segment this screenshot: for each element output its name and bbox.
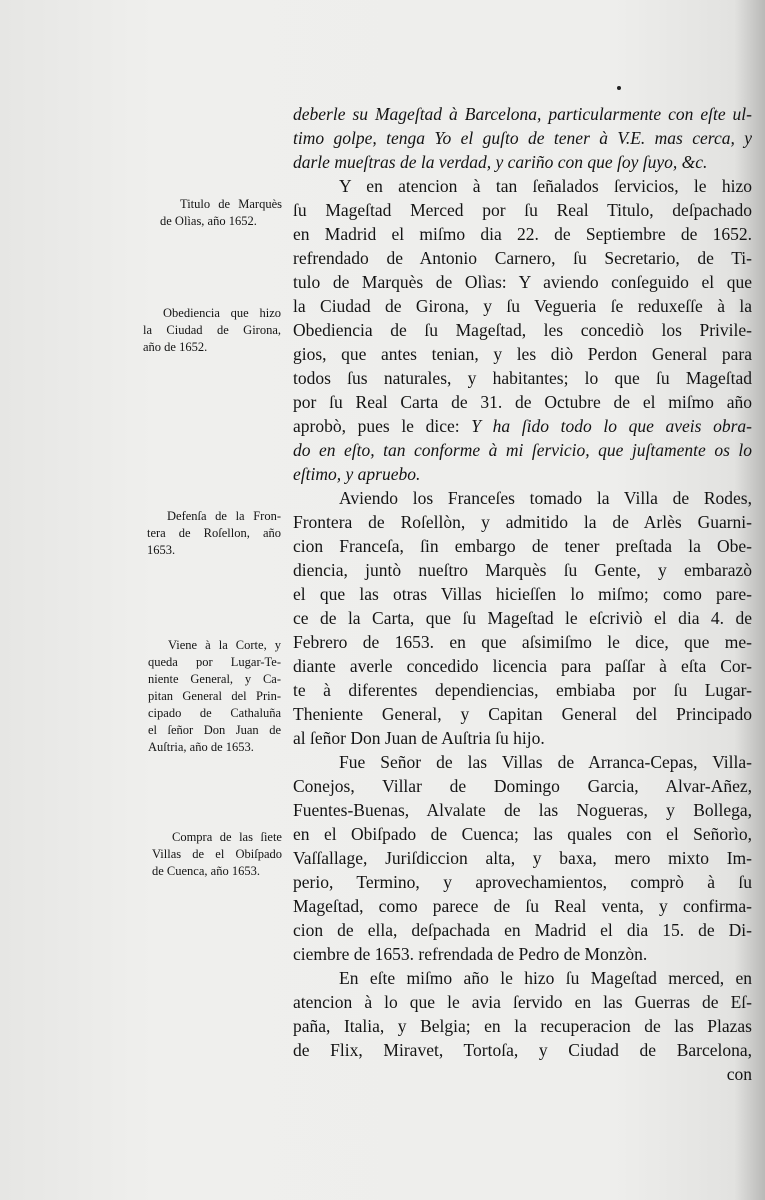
text-line: [293, 678, 752, 702]
text-line: [293, 702, 752, 726]
text-line: [293, 630, 752, 654]
roman-text: la Ciudad de Girona, y ſu Vegueria ſe reduxeſſe à la: [293, 296, 752, 316]
text-line: [293, 558, 752, 582]
margin-note-line: cipado de Cathaluña: [148, 706, 281, 720]
text-line: [293, 222, 752, 246]
roman-text: ciembre de 1653. refrendada de Pedro de Monzòn.: [293, 944, 648, 964]
margin-note-line: Defenſa de la Fron-: [167, 509, 281, 523]
roman-text: Obediencia de ſu Mageſtad, les concediò los Privile-: [293, 320, 752, 340]
main-text-column: [293, 102, 752, 1086]
roman-text: Fuentes-Buenas, Alvalate de las Nogueras, y Bollega,: [293, 800, 752, 820]
margin-note-line: Obediencia que hizo: [163, 306, 281, 320]
roman-text: Conejos, Villar de Domingo Garcia, Alvar-Añez,: [293, 776, 752, 796]
roman-text: ſu Mageſtad Merced por ſu Real Titulo, deſpachado: [293, 200, 752, 220]
margin-note-line: la Ciudad de Girona,: [143, 323, 281, 337]
text-line: [293, 462, 752, 486]
text-line: [293, 174, 752, 198]
roman-text: Febrero de 1653. en que aſsimiſmo le dice, que me-: [293, 632, 752, 652]
roman-text: de Flix, Miravet, Tortoſa, y Ciudad de Barcelona,: [293, 1040, 752, 1060]
roman-text: Y en atencion à tan ſeñalados ſervicios, le hizo: [339, 176, 752, 196]
roman-text: el que las otras Villas hicieſſen lo miſmo; como pare-: [293, 584, 752, 604]
text-line: [293, 798, 752, 822]
roman-text: todos ſus naturales, y habitantes; lo que ſu Mageſtad: [293, 368, 752, 388]
text-line: [293, 1038, 752, 1062]
italic-quote-text: darle mueſtras de la verdad, y cariño con que ſoy ſuyo, &c.: [293, 152, 708, 172]
text-line: [293, 414, 752, 438]
roman-text: refrendado de Antonio Carnero, ſu Secretario, de Ti-: [293, 248, 752, 268]
roman-text: Theniente General, y Capitan General del Principado: [293, 704, 752, 724]
roman-text: diencia, juntò nueſtro Marquès ſu Gente, y embarazò: [293, 560, 752, 580]
text-line: [293, 534, 752, 558]
text-line: [293, 918, 752, 942]
text-line: [293, 870, 752, 894]
roman-text: ce de la Carta, que ſu Mageſtad le eſcriviò el dia 4. de: [293, 608, 752, 628]
text-line: [293, 726, 752, 750]
roman-text: en el Obiſpado de Cuenca; las quales con el Señorìo,: [293, 824, 752, 844]
margin-note-line: queda por Lugar-Te-: [148, 655, 281, 669]
roman-text: al ſeñor Don Juan de Auſtria ſu hijo.: [293, 728, 545, 748]
margin-note-obediencia-girona: [143, 305, 281, 356]
text-line: [293, 822, 752, 846]
text-line: [293, 846, 752, 870]
roman-text: Frontera de Roſellòn, y admitido la de Arlès Guarni-: [293, 512, 752, 532]
margin-note-line: Auſtria, año de 1653.: [148, 740, 254, 754]
text-line: [293, 582, 752, 606]
margin-note-line: pitan General del Prin-: [148, 689, 281, 703]
roman-text: En eſte miſmo año le hizo ſu Mageſtad merced, en: [339, 968, 752, 988]
italic-quote-text: deberle su Mageſtad à Barcelona, particularmente con eſte ul-: [293, 104, 752, 124]
roman-text: con: [726, 1064, 752, 1084]
roman-text: Vaſſallage, Juriſdiccion alta, y baxa, mero mixto Im-: [293, 848, 752, 868]
text-line: [293, 366, 752, 390]
margin-note-line: de Cuenca, año 1653.: [152, 864, 260, 878]
margin-note-line: 1653.: [147, 543, 176, 557]
roman-text: paña, Italia, y Belgia; en la recuperacion de las Plazas: [293, 1016, 752, 1036]
text-line: [293, 270, 752, 294]
margin-note-line: Compra de las ſiete: [172, 830, 282, 844]
text-line: [293, 1014, 752, 1038]
text-line: [293, 126, 752, 150]
text-line: [293, 198, 752, 222]
roman-text: en Madrid el miſmo dia 22. de Septiembre de 1652.: [293, 224, 752, 244]
roman-text: Fue Señor de las Villas de Arranca-Cepas, Villa-: [339, 752, 752, 772]
margin-note-viene-corte: [148, 637, 281, 756]
margin-note-line: tera de Roſellon, año: [147, 526, 281, 540]
margin-note-line: año de 1652.: [143, 340, 208, 354]
margin-note-title-marques: [160, 196, 282, 230]
text-line: [293, 894, 752, 918]
roman-text: tulo de Marquès de Olìas: Y aviendo conſeguido el que: [293, 272, 752, 292]
roman-text: Aviendo los Franceſes tomado la Villa de Rodes,: [339, 488, 752, 508]
text-line: [293, 246, 752, 270]
text-line: [293, 342, 752, 366]
text-line: [293, 654, 752, 678]
italic-quote-text: eſtimo, y apruebo.: [293, 464, 421, 484]
roman-text: cion de ella, deſpachada en Madrid el dia 15. de Di-: [293, 920, 752, 940]
text-line: [293, 1062, 752, 1086]
text-line: [293, 102, 752, 126]
text-line: [293, 486, 752, 510]
text-line: [293, 606, 752, 630]
roman-text: diante averle concedido licencia para paſſar à eſta Cor-: [293, 656, 752, 676]
text-line: [293, 510, 752, 534]
margin-note-line: niente General, y Ca-: [148, 672, 281, 686]
text-line: [293, 774, 752, 798]
text-line: [293, 318, 752, 342]
roman-text: Mageſtad, como parece de ſu Real venta, y confirma-: [293, 896, 752, 916]
margin-note-line: Titulo de Marquès: [180, 197, 282, 211]
text-line: [293, 990, 752, 1014]
text-line: [293, 150, 752, 174]
margin-note-line: de Olìas, año 1652.: [160, 214, 257, 228]
text-line: [293, 942, 752, 966]
italic-quote-text: timo golpe, tenga Yo el guſto de tener à V.E. mas cerca, y: [293, 128, 752, 148]
text-line: [293, 966, 752, 990]
text-line: [293, 390, 752, 414]
printer-mark: [617, 86, 621, 90]
margin-note-defensa-frontera: [147, 508, 281, 559]
margin-note-line: Viene à la Corte, y: [168, 638, 281, 652]
margin-note-line: el ſeñor Don Juan de: [148, 723, 281, 737]
italic-quote-text: do en eſto, tan conforme à mi ſervicio, que juſtamente os lo: [293, 440, 752, 460]
text-line: [293, 294, 752, 318]
roman-text: aprobò, pues le dice:: [293, 416, 472, 436]
roman-text: atencion à lo que le avia ſervido en las Guerras de Eſ-: [293, 992, 752, 1012]
italic-quote-text: Y ha ſido todo lo que aveis obra-: [471, 416, 753, 436]
margin-note-line: Villas de el Obiſpado: [152, 847, 282, 861]
roman-text: cion Franceſa, ſin embargo de tener preſtada la Obe-: [293, 536, 752, 556]
roman-text: por ſu Real Carta de 31. de Octubre de el miſmo año: [293, 392, 752, 412]
roman-text: te à diferentes dependiencias, embiaba por ſu Lugar-: [293, 680, 752, 700]
roman-text: perio, Termino, y aprovechamientos, comprò à ſu: [293, 872, 752, 892]
text-line: [293, 750, 752, 774]
margin-note-compra-villas: [152, 829, 282, 880]
roman-text: gios, que antes tenian, y les diò Perdon General para: [293, 344, 752, 364]
text-line: [293, 438, 752, 462]
